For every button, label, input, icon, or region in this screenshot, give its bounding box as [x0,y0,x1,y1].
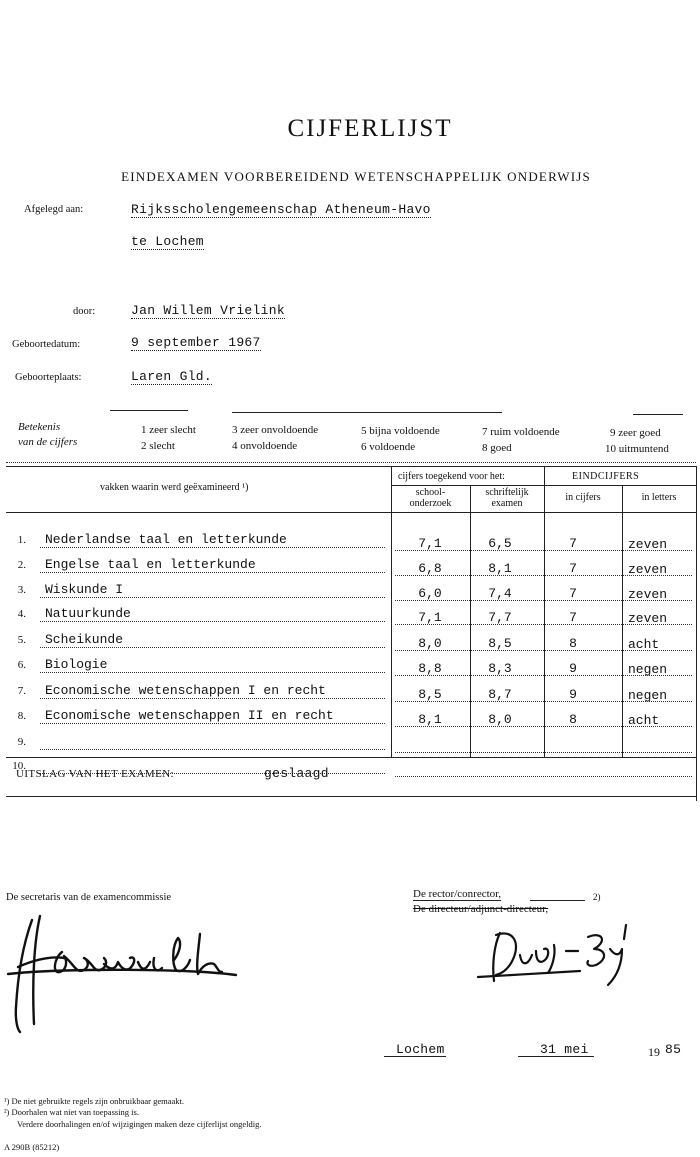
date-day-month: 31 mei [540,1042,589,1057]
subject-name: Engelse taal en letterkunde [45,557,256,572]
legend-item: 5 bijna voldoende [361,425,440,437]
legend-item: 3 zeer onvoldoende [232,424,319,436]
exam-grade: 8,1 [488,561,512,576]
final-grade: 9 [569,661,577,676]
school-grade: 8,8 [418,661,442,676]
uitslag-label: UITSLAG VAN HET EXAMEN: [16,768,175,780]
date-place: Lochem [396,1042,445,1057]
door-label: door: [73,306,96,317]
school-grade: 8,5 [418,687,442,702]
afgelegd-label: Afgelegd aan: [24,204,84,215]
school-grade: 7,1 [418,610,442,625]
final-grade-letters: negen [628,662,668,677]
subject-name: Biologie [45,657,108,672]
school-grade: 6,0 [418,586,442,601]
final-grade-letters: acht [628,637,660,652]
birthplace-value: Laren Gld. [131,369,213,384]
legend-item: 2 slecht [141,440,175,452]
row-number: 10. [12,760,26,772]
exam-grade: 8,7 [488,687,512,702]
school-place: te Lochem [131,234,204,249]
birthdate-value: 9 september 1967 [131,335,261,350]
legend-item: 8 goed [482,442,512,454]
final-grade: 7 [569,610,577,625]
form-code: A 290B (85212) [4,1142,60,1152]
school-grade: 6,8 [418,561,442,576]
footnote-1: ¹) De niet gebruikte regels zijn onbruikbaar gemaakt. [4,1096,185,1106]
cijfers-header: cijfers toegekend voor het: [398,471,505,482]
secretaris-label: De secretaris van de examencommissie [6,892,172,903]
rector-label: De rector/conrector, [413,888,502,900]
row-number: 6. [17,659,26,671]
row-number: 1. [17,534,26,546]
row-number: 5. [17,634,26,646]
col-exam-header: schriftelijk [485,487,529,498]
student-name: Jan Willem Vrielink [131,303,285,318]
secretaris-signature [4,912,244,1042]
row-number: 4. [17,608,26,620]
school-name: Rijksscholengemeenschap Atheneum-Havo [131,202,431,217]
footnote-3: Verdere doorhalingen en/of wijzigingen maken deze cijferlijst ongeldig. [17,1119,262,1129]
subject-name: Economische wetenschappen II en recht [45,708,334,723]
exam-grade: 8,5 [488,636,512,651]
exam-grade: 8,0 [488,712,512,727]
row-number: 3. [17,584,26,596]
legend-item: 1 zeer slecht [141,424,196,436]
legend-item: 10 uitmuntend [605,443,669,455]
uitslag-value: geslaagd [264,766,329,781]
final-grade-letters: zeven [628,537,668,552]
row-number: 9. [17,736,26,748]
subject-name: Nederlandse taal en letterkunde [45,532,287,547]
final-grade: 8 [569,636,577,651]
school-grade: 7,1 [418,536,442,551]
exam-grade: 7,4 [488,586,512,601]
legend-heading-2: van de cijfers [18,436,78,448]
subject-name: Wiskunde I [45,582,124,597]
legend-heading: Betekenis [18,421,61,433]
row-number: 7. [17,685,26,697]
legend-item: 9 zeer goed [610,427,661,439]
birthplace-label: Geboorteplaats: [15,372,82,383]
final-grade-letters: zeven [628,562,668,577]
page-title: CIJFERLIJST [287,115,453,142]
final-grade-letters: zeven [628,611,668,626]
rector-signature [470,915,640,1000]
final-grade-letters: negen [628,688,668,703]
page-subtitle: EINDEXAMEN VOORBEREIDEND WETENSCHAPPELIJK ONDERWIJS [121,169,591,184]
exam-grade: 8,3 [488,661,512,676]
birthdate-label: Geboortedatum: [12,339,81,350]
subjects-header: vakken waarin werd geëxamineerd ¹) [100,482,249,493]
exam-grade: 7,7 [488,610,512,625]
footnote-2: ²) Doorhalen wat niet van toepassing is. [4,1107,139,1117]
legend-item: 6 voldoende [361,441,416,453]
col-final-letters-header: in letters [641,492,677,503]
subject-name: Natuurkunde [45,606,131,621]
final-grade-letters: zeven [628,587,668,602]
final-grade: 9 [569,687,577,702]
final-grade: 7 [569,586,577,601]
col-final-cijfers-header: in cijfers [565,492,601,503]
exam-grade: 6,5 [488,536,512,551]
col-exam-header-2: examen [491,498,523,509]
subject-name: Economische wetenschappen I en recht [45,683,326,698]
legend-item: 4 onvoldoende [232,440,298,452]
final-grade: 7 [569,536,577,551]
rector-footnote-ref: 2) [593,892,601,902]
school-grade: 8,0 [418,636,442,651]
col-school-header-2: onderzoek [409,498,452,509]
subject-name: Scheikunde [45,632,124,647]
final-grade-letters: acht [628,713,660,728]
col-school-header: school- [415,487,446,498]
date-year-prefix: 19 [648,1045,660,1059]
eindcijfers-header: EINDCIJFERS [572,471,640,482]
legend-item: 7 ruim voldoende [482,426,560,438]
final-grade: 7 [569,561,577,576]
school-grade: 8,1 [418,712,442,727]
directeur-label: De directeur/adjunct-directeur, [413,903,549,915]
date-year-suffix: 85 [665,1042,682,1057]
row-number: 2. [17,559,26,571]
final-grade: 8 [569,712,577,727]
row-number: 8. [17,710,26,722]
